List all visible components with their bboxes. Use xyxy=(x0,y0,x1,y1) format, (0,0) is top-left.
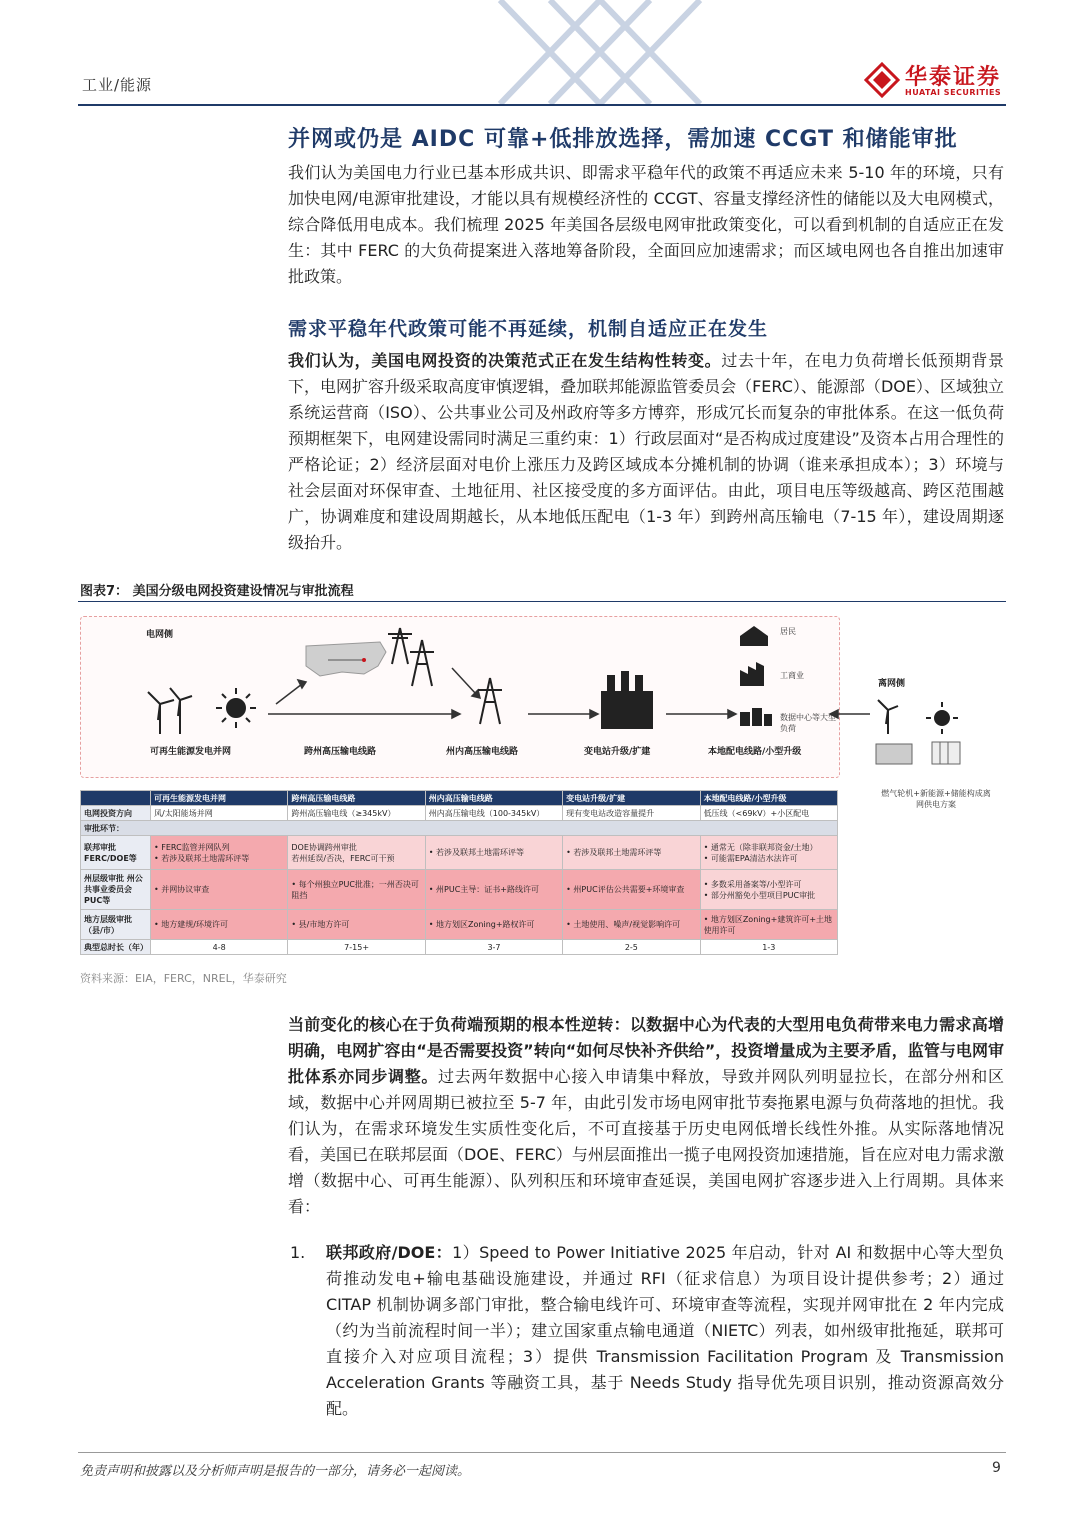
table-cell: 低压线（<69kV）+小区配电 xyxy=(700,806,837,821)
section2-lead: 我们认为，美国电网投资的决策范式正在发生结构性转变。 xyxy=(288,351,722,370)
table-header: 变电站升级/扩建 xyxy=(563,791,700,806)
table-cell: 3-7 xyxy=(425,940,562,955)
table-header-row xyxy=(81,791,838,806)
load-label-industry: 工商业 xyxy=(780,671,804,680)
table-cell: 跨州高压输电线（≥345kV） xyxy=(288,806,425,821)
table-cell: • 多数采用备案等/小型许可 • 部分州豁免小型项目PUC审批 xyxy=(700,870,837,910)
table-header: 本地配电线路/小型升级 xyxy=(700,791,837,806)
table-row xyxy=(81,806,838,821)
table-row xyxy=(81,940,838,955)
table-cell: 地方层级审批（县/市） xyxy=(81,910,151,940)
table-cell: 4-8 xyxy=(151,940,288,955)
table-row xyxy=(81,870,838,910)
section2-body: 过去十年，在电力负荷增长低预期背景下，电网扩容升级采取高度审慎逻辑，叠加联邦能源监管委员会（FERC）、能源部（DOE）、区域独立系统运营商（ISO）、公共事业公司及州政府等多方博弈，形成冗长而复杂的审批体系。在这一低负荷预期框架下，电网建设需同时满足三重约束：1）行政层面对“是否构成过度建设”及资本占用合理性的严格论证；2）经济层面对电价上涨压力及跨区域成本分摊机制的协调（谁来承担成本）；3）环境与社会层面对环保审查、土地征用、社区接受度的多方面评估。由此，项目电压等级越高、跨区范围越广，协调难度和建设周期越长，从本地低压配电（1-3 年）到跨州高压输电（7-15 年），建设周期逐级抬升。 xyxy=(288,351,1004,552)
header-lattice-decoration xyxy=(480,0,740,104)
industry-icon xyxy=(740,662,764,686)
logo-english-name: HUATAI SECURITIES xyxy=(905,88,1002,97)
datacenter-icon xyxy=(740,708,772,726)
table-cell: 州内高压输电线（100-345kV） xyxy=(425,806,562,821)
logo-chinese-name: 华泰证券 xyxy=(905,65,1002,90)
table-cell: • 州PUC主导：证书+路线许可 xyxy=(425,870,562,910)
stage-label-substation: 变电站升级/扩建 xyxy=(584,747,651,757)
section1-body: 我们认为美国电力行业已基本形成共识、即需求平稳年代的政策不再适应未来 5-10 年的环境，只有加快电网/电源审批建设，才能以具有规模经济性的 CCGT、容量支撑经济性的储能以及大电网模式，综合降低用电成本。我们梳理 2025 年美国各层级电网审批政策变化，可以看到机制的自适应正在发生：其中 FERC 的大负荷提案进入落地筹备阶段，全面回应加速需求；而区域电网也各自推出加速审批政策。 xyxy=(288,163,1004,286)
list-item-number: 1. xyxy=(290,1243,306,1262)
section2-paragraph xyxy=(288,348,1004,556)
section3-body: 过去两年数据中心接入申请集中释放，导致并网队列明显拉长，在部分州和区域，数据中心并网周期已被拉至 5-7 年，由此引发市场电网审批节奏拖累电源与负荷落地的担忧。我们认为，在需求环境发生实质性变化后，不可直接基于历史电网低增长线性外推。从实际落地情况看，美国已在联邦层面（DOE、FERC）与州层面推出一揽子电网投资加速措施，旨在应对电力需求激增（数据中心、可再生能源）、队列积压和环境审查延误，美国电网扩容逐步进入上行周期。具体来看： xyxy=(288,1067,1004,1216)
load-label-residential: 居民 xyxy=(780,627,796,636)
table-cell: • 通常无（除非联邦资金/土地） • 可能需EPA清洁水法许可 xyxy=(700,836,837,870)
stage-label-renewable: 可再生能源发电并网 xyxy=(150,747,232,757)
table-cell: • 若涉及联邦土地需环评等 xyxy=(425,836,562,870)
gas-turbine-icon xyxy=(876,744,912,764)
table-cell: 典型总时长（年） xyxy=(81,940,151,955)
stage-label-distribution: 本地配电线路/小型升级 xyxy=(708,747,802,757)
offgrid-side-label: 离网侧 xyxy=(878,679,906,689)
table-cell: • 若涉及联邦土地需环评等 xyxy=(563,836,700,870)
table-header: 可再生能源发电并网 xyxy=(151,791,288,806)
battery-storage-icon xyxy=(932,742,960,764)
offgrid-wind-icon xyxy=(878,700,898,734)
list-item-lead: 联邦政府/DOE： xyxy=(326,1243,453,1262)
table-cell: 联邦审批 FERC/DOE等 xyxy=(81,836,151,870)
table-cell: 风/太阳能场并网 xyxy=(151,806,288,821)
table-header xyxy=(81,791,151,806)
list-item-body: 1）Speed to Power Initiative 2025 年启动，针对 AI 和数据中心等大型负荷推动发电+输电基础设施建设，并通过 RFI（征求信息）为项目设计提供参考；2）通过 CITAP 机制协调多部门审批，整合输电线许可、环境审查等流程，实现并网审批在 2 年内完成（约为当前流程时间一半）；建立国家重点输电通道（NIETC）列表，如州级审批拖延，联邦可直接介入对应项目流程；3）提供 Transmission Facilitation Program 及 Transmission Acceleration Grants 等融资工具，基于 Needs Study 指导优先项目识别，推动资源高效分配。 xyxy=(326,1243,1004,1418)
sector-label: 工业/能源 xyxy=(82,76,153,94)
table-cell: • 州PUC评估公共需要+环境审查 xyxy=(563,870,700,910)
load-label-datacenter: 数据中心等大型负荷 xyxy=(780,713,836,733)
table-cell: 2-5 xyxy=(563,940,700,955)
table-section-row xyxy=(81,821,838,836)
table-cell: • 地方建规/环境许可 xyxy=(151,910,288,940)
grid-side-label: 电网侧 xyxy=(146,630,174,640)
offgrid-sun-icon xyxy=(926,702,958,734)
huatai-logo-icon xyxy=(864,62,900,98)
us-map-icon xyxy=(306,642,386,676)
table-cell: • 地方划区Zoning+建筑许可+土地使用许可 xyxy=(700,910,837,940)
figure-rule xyxy=(78,601,1006,602)
section3-paragraph xyxy=(288,1012,1004,1220)
transmission-tower-icon xyxy=(388,628,502,724)
stage-label-interstate: 跨州高压输电线路 xyxy=(304,747,377,757)
section3-lead: 当前变化的核心在于负荷端预期的根本性逆转：以数据中心为代表的大型用电负荷带来电力需求高增明确，电网扩容由“是否需要投资”转向“如何尽快补齐供给”，投资增量成为主要矛盾，监管与电网审批体系亦同步调整。 xyxy=(288,1015,1004,1086)
table-row xyxy=(81,836,838,870)
figure-title: 图表7： 美国分级电网投资建设情况与审批流程 xyxy=(80,584,354,599)
table-cell: 现有变电站改造容量提升 xyxy=(563,806,700,821)
table-cell: • FERC监管并网队列 • 若涉及联邦土地需环评等 xyxy=(151,836,288,870)
wind-turbine-icon xyxy=(148,688,192,734)
table-cell: • 县/市地方许可 xyxy=(288,910,425,940)
footer-disclaimer: 免责声明和披露以及分析师声明是报告的一部分，请务必一起阅读。 xyxy=(80,1464,471,1479)
offgrid-caption: 燃气轮机+新能源+储能构成离网供电方案 xyxy=(881,789,991,809)
stage-label-intrastate: 州内高压输电线路 xyxy=(446,747,519,757)
section-heading-aidc: 并网或仍是 AIDC 可靠+低排放选择，需加速 CCGT 和储能审批 xyxy=(288,127,958,152)
table-section-label: 审批环节： xyxy=(81,821,838,836)
table-cell: • 地方划区Zoning+路权许可 xyxy=(425,910,562,940)
figure-source: 资料来源：EIA，FERC，NREL，华泰研究 xyxy=(80,972,287,985)
table-cell: • 并网协议审查 xyxy=(151,870,288,910)
table-cell: • 每个州独立PUC批准；一州否决可阻挡 xyxy=(288,870,425,910)
table-cell: DOE协调跨州审批 若州延误/否决，FERC可干预 xyxy=(288,836,425,870)
list-item xyxy=(326,1240,1004,1422)
residential-icon xyxy=(740,626,768,646)
table-cell: 电网投资方向 xyxy=(81,806,151,821)
table-cell: 1-3 xyxy=(700,940,837,955)
table-cell: • 土地使用、噪声/视觉影响许可 xyxy=(563,910,700,940)
sun-icon xyxy=(216,688,256,728)
substation-transformer-icon xyxy=(602,672,652,728)
header-rule xyxy=(78,104,1006,106)
grid-approval-table xyxy=(80,790,838,955)
table-row xyxy=(81,910,838,940)
table-cell: 州层级审批 州公共事业委员会PUC等 xyxy=(81,870,151,910)
table-header: 州内高压输电线路 xyxy=(425,791,562,806)
page-number: 9 xyxy=(992,1460,1001,1476)
table-header: 跨州高压输电线路 xyxy=(288,791,425,806)
section-heading-policy: 需求平稳年代政策可能不再延续，机制自适应正在发生 xyxy=(288,318,769,340)
table-cell: 7-15+ xyxy=(288,940,425,955)
footer-rule xyxy=(78,1452,1006,1453)
